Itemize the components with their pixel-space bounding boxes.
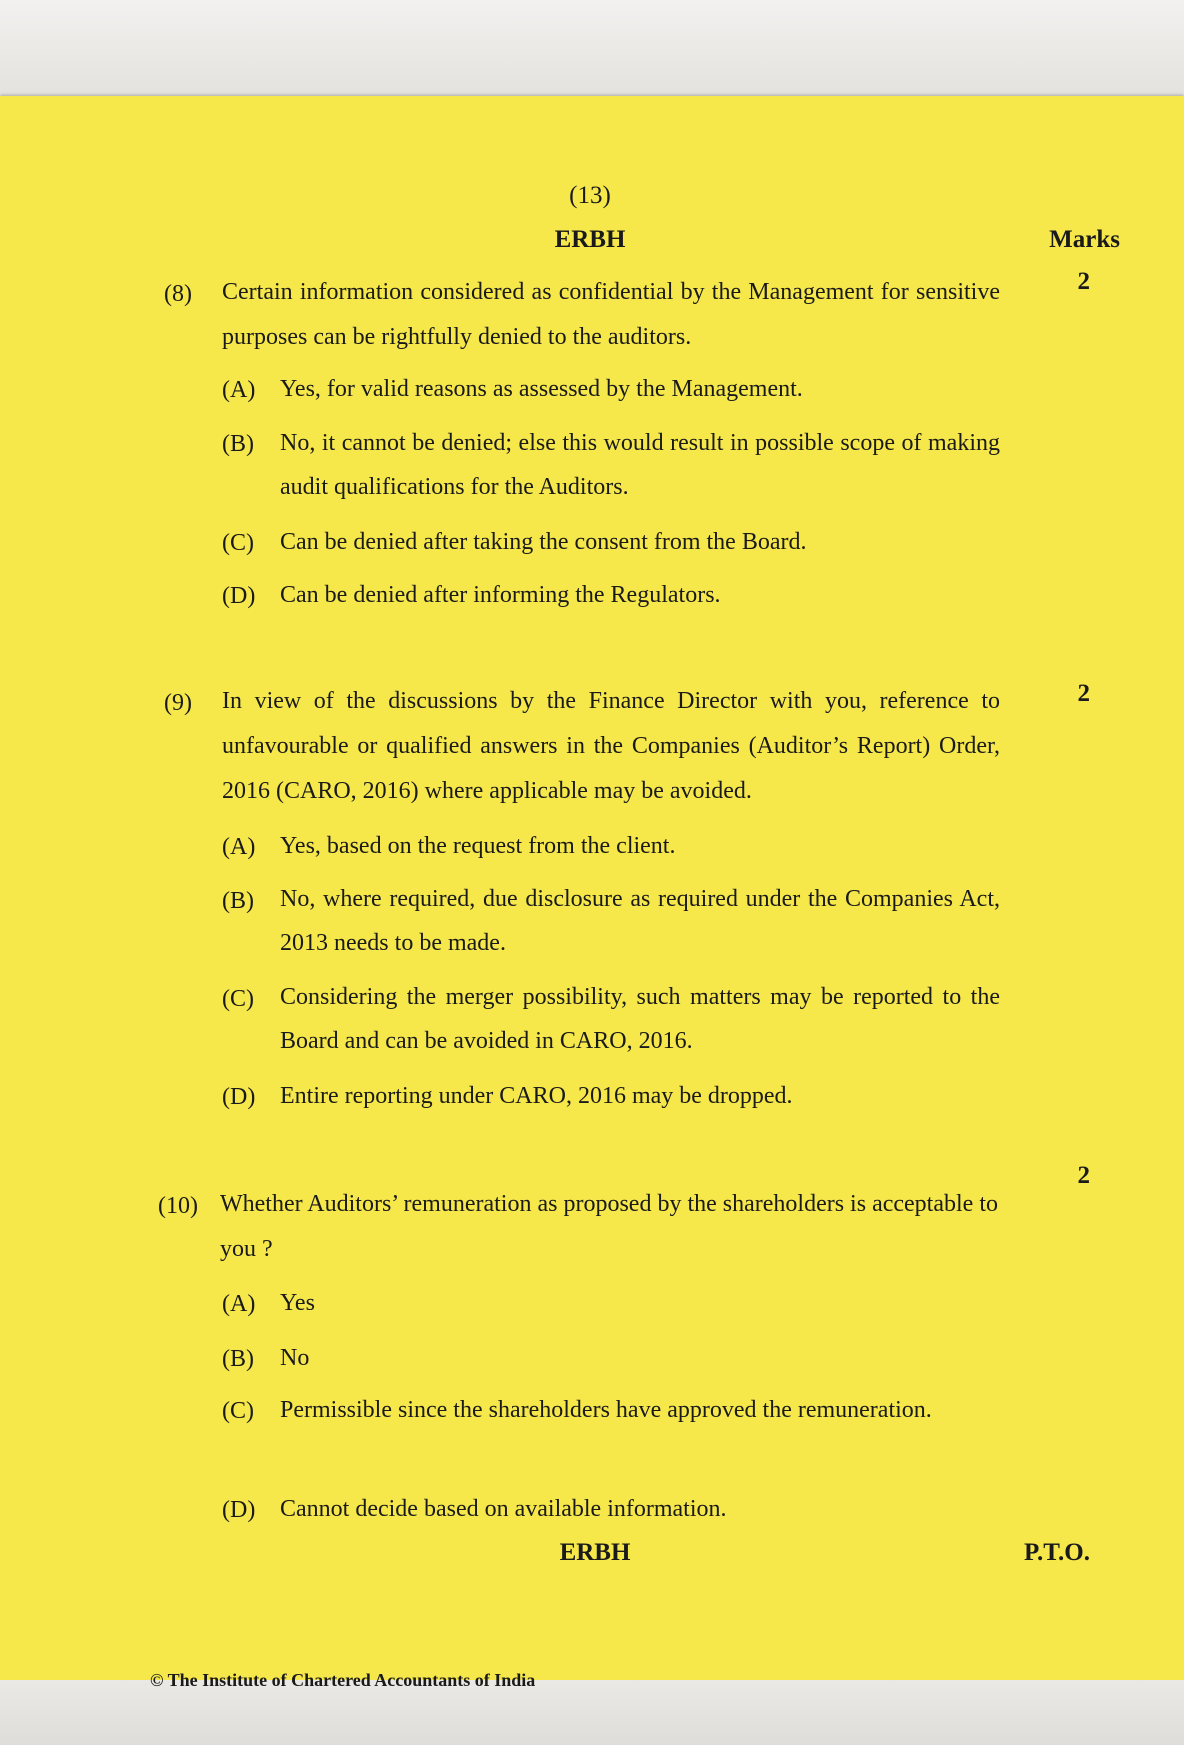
question-8-text: Certain information considered as confidential by the Management for sensitive purposes can be rightfully denied to the auditors. (222, 279, 1000, 350)
please-turn-over: P.T.O. (1024, 1539, 1090, 1566)
question-8-option-c-label: (C) (222, 530, 254, 556)
question-8-option-b-text: No, it cannot be denied; else this would result in possible scope of making audit qualifications for the Auditors. (280, 430, 1000, 500)
question-10-marks: 2 (1077, 1162, 1090, 1189)
scan-background-top (0, 0, 1184, 98)
question-10-option-c-label: (C) (222, 1398, 254, 1424)
question-10-option-b-label: (B) (222, 1346, 254, 1372)
paper-code-header: ERBH (554, 226, 626, 253)
question-8-option-a-text: Yes, for valid reasons as assessed by the Management. (280, 376, 803, 402)
question-8-marks: 2 (1077, 268, 1090, 295)
question-10-option-d-text: Cannot decide based on available information. (280, 1496, 727, 1522)
question-8-option-a-label: (A) (222, 377, 256, 403)
question-9-number: (9) (164, 690, 192, 716)
question-9-marks: 2 (1077, 680, 1090, 707)
question-10-text: Whether Auditors’ remuneration as proposed by the shareholders is acceptable to you ? (220, 1191, 998, 1262)
question-8-option-d-text: Can be denied after informing the Regulators. (280, 582, 721, 608)
question-10-option-b-text: No (280, 1345, 310, 1371)
question-8-option-b-label: (B) (222, 431, 254, 457)
question-9-option-a-text: Yes, based on the request from the client. (280, 833, 676, 859)
question-10-option-d-label: (D) (222, 1497, 256, 1523)
question-9-option-b-text: No, where required, due disclosure as required under the Companies Act, 2013 needs to be made. (280, 886, 1000, 956)
page-number: (13) (569, 182, 611, 209)
marks-header: Marks (1049, 226, 1120, 253)
question-10-option-a-text: Yes (280, 1290, 315, 1316)
question-9-option-d-text: Entire reporting under CARO, 2016 may be dropped. (280, 1083, 793, 1109)
question-8-number: (8) (164, 281, 192, 307)
question-8-option-c-text: Can be denied after taking the consent from the Board. (280, 529, 807, 555)
question-9-text: In view of the discussions by the Finance Director with you, reference to unfavourable or qualified answers in the Companies (Auditor’s Report) Order, 2016 (CARO, 2016) where applicable may be avoided. (222, 688, 1000, 804)
copyright-notice: © The Institute of Chartered Accountants of India (150, 1670, 536, 1690)
question-9-option-c-label: (C) (222, 986, 254, 1012)
question-10-option-a-label: (A) (222, 1291, 256, 1317)
question-10-number: (10) (158, 1193, 198, 1219)
question-9-option-a-label: (A) (222, 834, 256, 860)
question-8-option-d-label: (D) (222, 583, 256, 609)
question-10-option-c-text: Permissible since the shareholders have approved the remuneration. (280, 1397, 932, 1423)
paper-code-footer: ERBH (559, 1539, 631, 1566)
question-9-option-b-label: (B) (222, 888, 254, 914)
question-9-option-c-text: Considering the merger possibility, such matters may be reported to the Board and can be avoided in CARO, 2016. (280, 984, 1000, 1054)
question-9-option-d-label: (D) (222, 1084, 256, 1110)
